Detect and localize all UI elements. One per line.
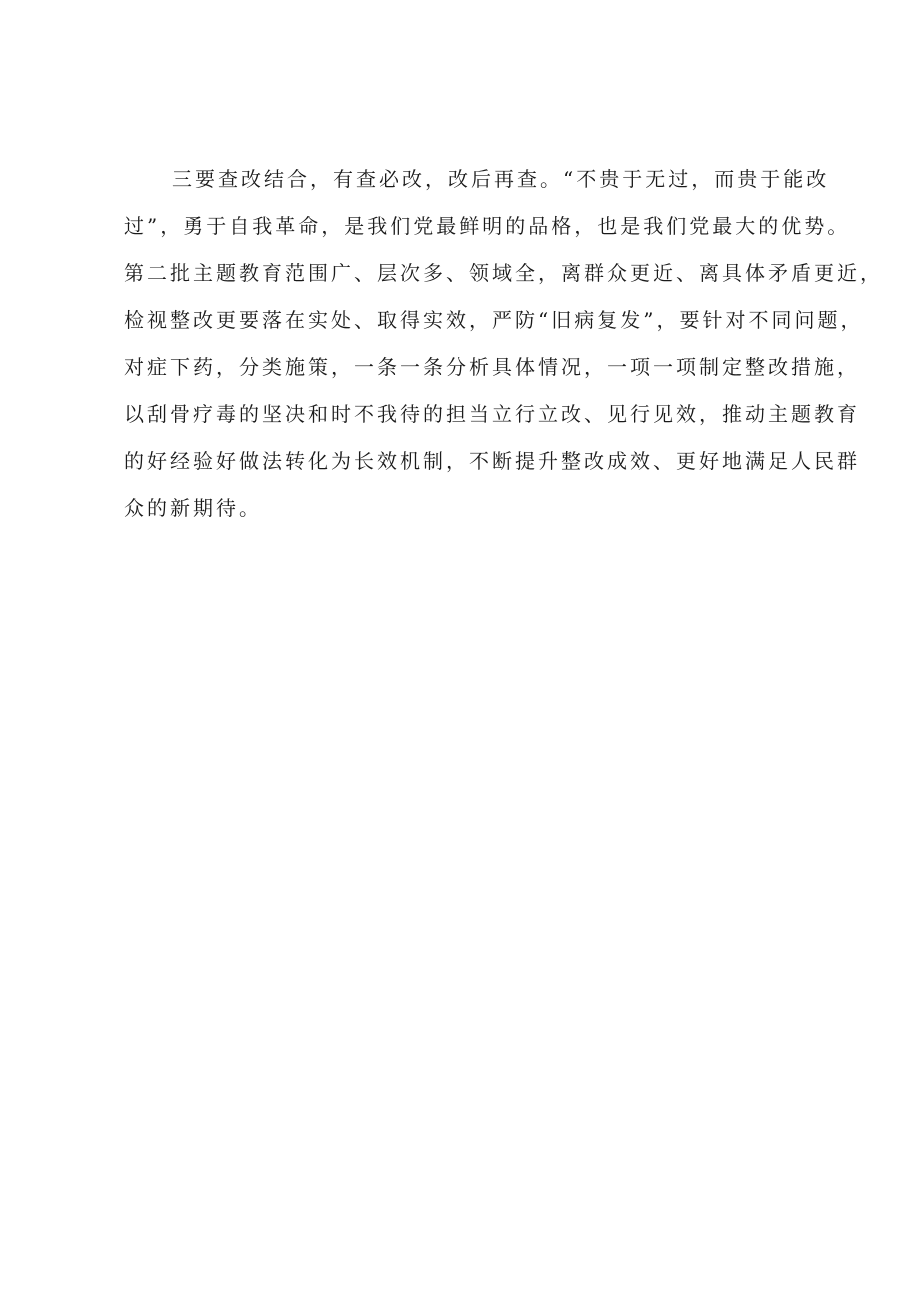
- paragraph-line: 检视整改更要落在实处、取得实效，严防“旧病复发”，要针对不同问题，: [124, 308, 864, 332]
- paragraph-line: 三要查改结合，有查必改，改后再查。“不贵于无过，而贵于能改: [172, 167, 830, 191]
- paragraph-line: 对症下药，分类施策，一条一条分析具体情况，一项一项制定整改措施，: [124, 355, 860, 379]
- body-paragraph: [124, 156, 883, 532]
- paragraph-line: 第二批主题教育范围广、层次多、领域全，离群众更近、离具体矛盾更近，: [124, 261, 883, 285]
- paragraph-line: 过”，勇于自我革命，是我们党最鲜明的品格，也是我们党最大的优势。: [124, 214, 851, 238]
- paragraph-line: 以刮骨疗毒的坚决和时不我待的担当立行立改、见行见效，推动主题教育: [124, 402, 860, 426]
- paragraph-line: 众的新期待。: [124, 496, 262, 520]
- paragraph-line: 的好经验好做法转化为长效机制，不断提升整改成效、更好地满足人民群: [124, 449, 860, 473]
